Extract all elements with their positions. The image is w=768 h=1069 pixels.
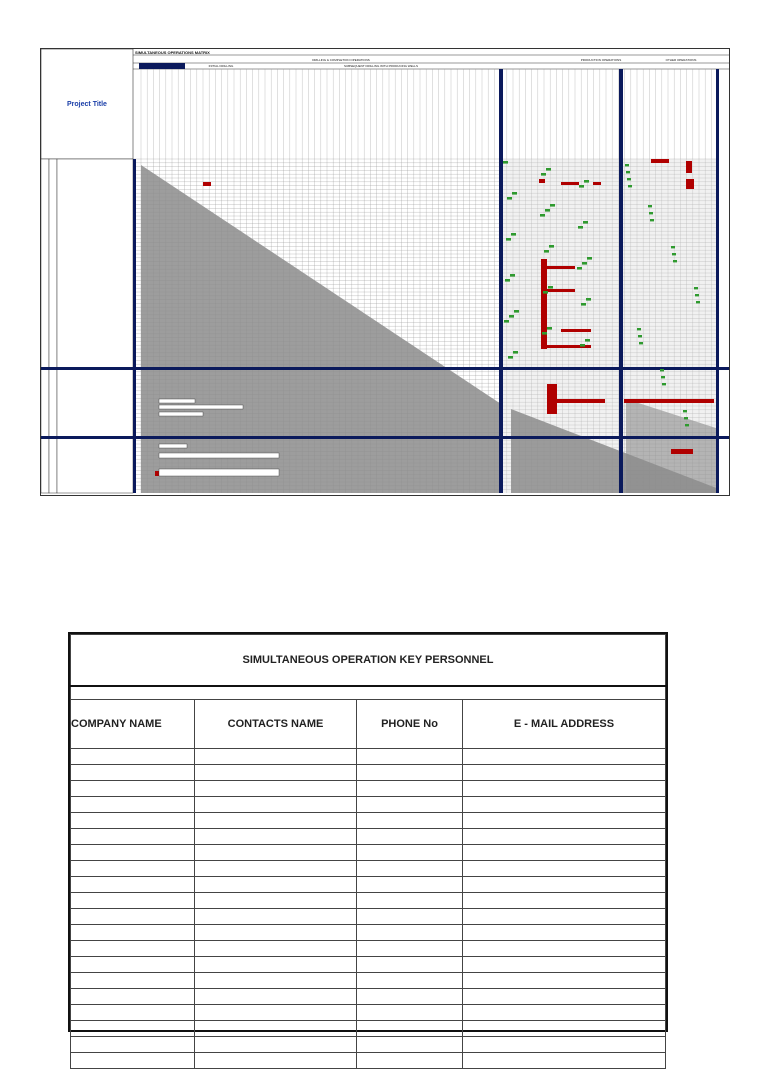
caution-mark xyxy=(513,351,518,354)
conflict-mark xyxy=(547,266,575,269)
sub-header: INITIAL DRILLING xyxy=(208,64,234,68)
table-cell xyxy=(71,1037,195,1053)
conflict-mark xyxy=(547,289,575,292)
caution-mark xyxy=(582,262,587,265)
conflict-mark xyxy=(561,329,591,332)
table-row xyxy=(71,925,666,941)
caution-mark xyxy=(586,298,591,301)
table-cell xyxy=(71,877,195,893)
caution-mark xyxy=(625,164,629,166)
table-cell xyxy=(71,893,195,909)
conflict-mark xyxy=(551,399,605,403)
conflict-mark xyxy=(541,259,547,349)
caution-mark xyxy=(503,161,508,164)
simops-matrix xyxy=(40,48,730,496)
table-cell xyxy=(357,813,463,829)
column-email-address: E - MAIL ADDRESS xyxy=(463,700,666,749)
caution-mark xyxy=(639,342,643,344)
group-header: PRODUCTION OPERATIONS xyxy=(580,58,622,62)
navy-section-bar xyxy=(41,436,730,439)
caution-mark xyxy=(584,180,589,183)
table-cell xyxy=(195,861,357,877)
table-cell xyxy=(195,1005,357,1021)
table-cell xyxy=(357,829,463,845)
column-phone-no: PHONE No xyxy=(357,700,463,749)
table-row xyxy=(71,797,666,813)
table-cell xyxy=(71,765,195,781)
table-cell xyxy=(71,829,195,845)
caution-mark xyxy=(684,417,688,419)
table-cell xyxy=(463,973,666,989)
table-cell xyxy=(195,797,357,813)
table-cell xyxy=(463,1037,666,1053)
table-cell xyxy=(195,1021,357,1037)
table-cell xyxy=(357,781,463,797)
caution-mark xyxy=(544,250,549,253)
personnel-rows xyxy=(71,749,666,1069)
table-cell xyxy=(195,813,357,829)
table-cell xyxy=(71,781,195,797)
caution-mark xyxy=(627,178,631,180)
caution-mark xyxy=(694,287,698,289)
section-label-column xyxy=(41,159,49,493)
caution-mark xyxy=(580,344,585,347)
caution-mark xyxy=(638,335,642,337)
caution-mark xyxy=(648,205,652,207)
matrix-grid xyxy=(41,49,730,496)
table-cell xyxy=(357,861,463,877)
table-row xyxy=(71,1005,666,1021)
note-box xyxy=(159,405,243,409)
navy-separator xyxy=(716,69,719,493)
conflict-mark xyxy=(203,182,211,186)
table-cell xyxy=(463,877,666,893)
table-cell xyxy=(195,877,357,893)
table-cell xyxy=(463,781,666,797)
column-contacts-name: CONTACTS NAME xyxy=(195,700,357,749)
table-row xyxy=(71,829,666,845)
table-cell xyxy=(357,749,463,765)
table-row xyxy=(71,749,666,765)
note-box xyxy=(159,412,203,416)
table-cell xyxy=(357,989,463,1005)
table-cell xyxy=(463,989,666,1005)
caution-mark xyxy=(545,209,550,212)
caution-mark xyxy=(546,168,551,171)
table-cell xyxy=(463,1021,666,1037)
table-cell xyxy=(463,909,666,925)
note-box xyxy=(159,444,187,448)
table-row xyxy=(71,861,666,877)
group-header: OTHER OPERATIONS xyxy=(665,58,697,62)
table-cell xyxy=(357,925,463,941)
caution-mark xyxy=(585,339,590,342)
table-cell xyxy=(357,893,463,909)
caution-mark xyxy=(550,204,555,207)
table-cell xyxy=(195,1037,357,1053)
navy-separator xyxy=(619,69,623,493)
table-cell xyxy=(357,941,463,957)
caution-mark xyxy=(540,214,545,217)
matrix-title: SIMULTANEOUS OPERATIONS MATRIX xyxy=(135,50,210,55)
caution-mark xyxy=(696,301,700,303)
table-cell xyxy=(463,861,666,877)
table-cell xyxy=(357,765,463,781)
table-cell xyxy=(195,941,357,957)
note-box xyxy=(159,469,279,476)
caution-mark xyxy=(549,245,554,248)
caution-mark xyxy=(662,383,666,385)
table-cell xyxy=(71,749,195,765)
column-company-name: COMPANY NAME xyxy=(71,700,195,749)
table-cell xyxy=(71,925,195,941)
table-cell xyxy=(357,845,463,861)
table-cell xyxy=(357,1037,463,1053)
caution-mark xyxy=(510,274,515,277)
caution-mark xyxy=(514,310,519,313)
caution-mark xyxy=(650,219,654,221)
caution-mark xyxy=(671,246,675,248)
conflict-mark xyxy=(539,179,545,183)
table-row xyxy=(71,1037,666,1053)
table-cell xyxy=(71,1005,195,1021)
table-cell xyxy=(463,813,666,829)
caution-mark xyxy=(577,267,582,270)
caution-mark xyxy=(543,291,548,294)
conflict-mark xyxy=(671,449,693,454)
caution-mark xyxy=(587,257,592,260)
caution-mark xyxy=(637,328,641,330)
table-cell xyxy=(195,845,357,861)
table-row xyxy=(71,973,666,989)
caution-mark xyxy=(581,303,586,306)
table-cell xyxy=(463,957,666,973)
table-cell xyxy=(463,845,666,861)
table-cell xyxy=(71,813,195,829)
group-header: DRILLING & COMPLETION OPERATIONS xyxy=(312,58,370,62)
caution-mark xyxy=(685,424,689,426)
caution-mark xyxy=(649,212,653,214)
table-cell xyxy=(195,973,357,989)
table-cell xyxy=(463,797,666,813)
table-cell xyxy=(71,1021,195,1037)
caution-mark xyxy=(661,376,665,378)
table-row xyxy=(71,813,666,829)
table-cell xyxy=(71,941,195,957)
note-box xyxy=(159,399,195,403)
caution-mark xyxy=(509,315,514,318)
caution-mark xyxy=(506,238,511,241)
table-cell xyxy=(195,925,357,941)
table-cell xyxy=(71,909,195,925)
table-cell xyxy=(463,1005,666,1021)
table-row xyxy=(71,877,666,893)
table-cell xyxy=(71,861,195,877)
caution-mark xyxy=(578,226,583,229)
caution-mark xyxy=(512,192,517,195)
grey-shaded-area xyxy=(141,165,501,493)
table-cell xyxy=(463,1053,666,1069)
table-row xyxy=(71,957,666,973)
key-personnel-title: SIMULTANEOUS OPERATION KEY PERSONNEL xyxy=(71,635,666,687)
table-row xyxy=(71,1053,666,1069)
caution-mark xyxy=(504,320,509,323)
table-row xyxy=(71,941,666,957)
caution-mark xyxy=(626,171,630,173)
table-row xyxy=(71,781,666,797)
table-cell xyxy=(357,1053,463,1069)
caution-mark xyxy=(628,185,632,187)
spacer-row xyxy=(71,686,666,700)
table-cell xyxy=(463,941,666,957)
key-personnel-table xyxy=(68,632,668,1032)
table-cell xyxy=(71,1053,195,1069)
caution-mark xyxy=(583,221,588,224)
table-cell xyxy=(71,957,195,973)
navy-section-bar xyxy=(41,367,730,370)
conflict-mark xyxy=(624,399,714,403)
table-cell xyxy=(71,845,195,861)
caution-mark xyxy=(505,279,510,282)
table-cell xyxy=(357,877,463,893)
section-label-column xyxy=(49,159,57,493)
navy-separator xyxy=(133,159,136,493)
caution-mark xyxy=(542,332,547,335)
caution-mark xyxy=(548,286,553,289)
table-cell xyxy=(195,957,357,973)
row-label-column xyxy=(57,159,133,493)
table-cell xyxy=(357,973,463,989)
conflict-mark xyxy=(686,179,694,189)
note-box xyxy=(159,453,279,458)
table-cell xyxy=(71,973,195,989)
table-row xyxy=(71,909,666,925)
table-row xyxy=(71,765,666,781)
table-cell xyxy=(71,797,195,813)
header-navy-bar xyxy=(139,63,185,69)
table-cell xyxy=(71,989,195,1005)
caution-mark xyxy=(507,197,512,200)
caution-mark xyxy=(660,369,664,371)
conflict-mark xyxy=(686,161,692,173)
navy-separator xyxy=(499,69,503,493)
caution-mark xyxy=(511,233,516,236)
caution-mark xyxy=(672,253,676,255)
table-row xyxy=(71,893,666,909)
table-cell xyxy=(195,749,357,765)
caution-mark xyxy=(508,356,513,359)
table-cell xyxy=(195,893,357,909)
table-cell xyxy=(357,797,463,813)
table-cell xyxy=(195,765,357,781)
caution-mark xyxy=(683,410,687,412)
conflict-mark xyxy=(593,182,601,185)
table-cell xyxy=(357,957,463,973)
conflict-mark xyxy=(651,159,669,163)
table-cell xyxy=(463,765,666,781)
table-cell xyxy=(463,829,666,845)
caution-mark xyxy=(541,173,546,176)
table-cell xyxy=(357,1005,463,1021)
project-title: Project Title xyxy=(67,101,107,108)
caution-mark xyxy=(579,185,584,188)
table-cell xyxy=(357,1021,463,1037)
caution-mark xyxy=(695,294,699,296)
table-cell xyxy=(463,893,666,909)
table-row xyxy=(71,1021,666,1037)
table-cell xyxy=(195,829,357,845)
caution-mark xyxy=(673,260,677,262)
table-cell xyxy=(357,909,463,925)
table-row xyxy=(71,989,666,1005)
table-cell xyxy=(195,989,357,1005)
table-cell xyxy=(463,925,666,941)
table-row xyxy=(71,845,666,861)
conflict-mark xyxy=(561,182,579,185)
table-cell xyxy=(195,909,357,925)
caution-mark xyxy=(547,327,552,330)
table-cell xyxy=(463,749,666,765)
sub-header: SUBSEQUENT DRILLING WITH PRODUCING WELLS xyxy=(344,64,418,68)
table-cell xyxy=(195,781,357,797)
table-cell xyxy=(195,1053,357,1069)
